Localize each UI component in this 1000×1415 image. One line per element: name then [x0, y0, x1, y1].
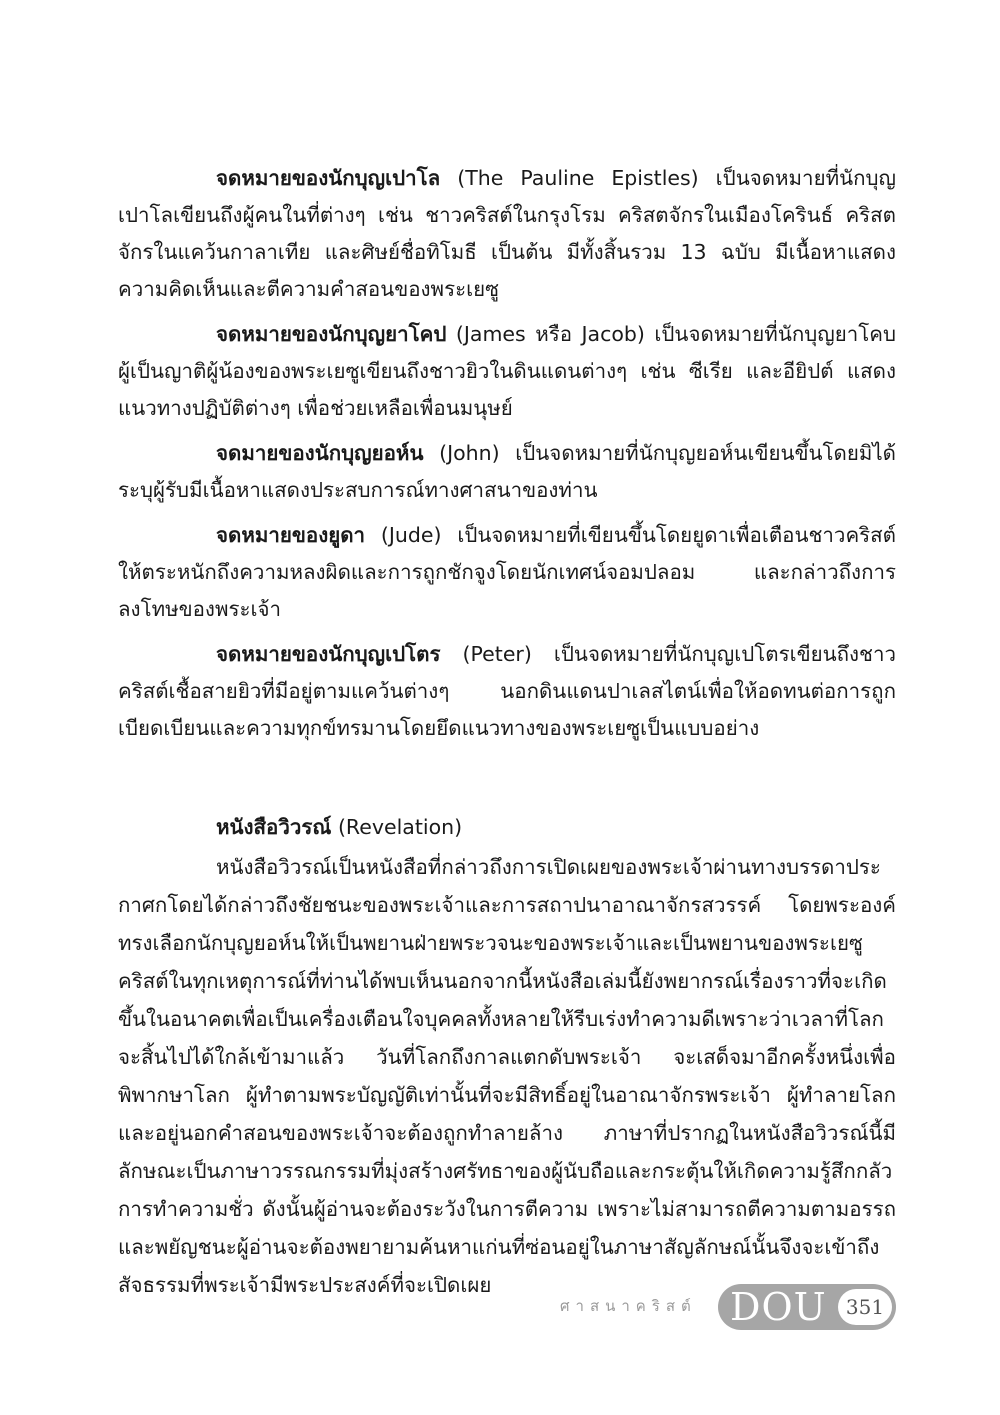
- paragraph-text: (Jude) เป็นจดหมายที่เขียนขึ้นโดยยูดาเพื่อเตือนชาวคริสต์ให้ตระหนักถึงความหลงผิดและการถูกชักจูงโดยนักเทศน์จอมปลอม และกล่าวถึงการลงโทษของพระเจ้า: [118, 523, 896, 621]
- term-heading: จดหมายของนักบุญเปโตร: [216, 642, 441, 666]
- paragraph-peter: [118, 636, 896, 747]
- term-heading: จดมายของนักบุญยอห์น: [216, 441, 424, 465]
- section-title: หนังสือวิวรณ์: [216, 815, 332, 839]
- paragraph-jude: [118, 517, 896, 628]
- paragraph-james: [118, 316, 896, 427]
- section-heading-revelation: [216, 809, 896, 846]
- dou-logo: DOU: [730, 1285, 827, 1329]
- page-content: [118, 160, 896, 1304]
- paragraph-text: (James หรือ Jacob) เป็นจดหมายที่นักบุญยาโคบผู้เป็นญาติผู้น้องของพระเยซูเขียนถึงชาวยิวในดินแดนต่างๆ เช่น ซีเรีย และอียิปต์ แสดงแนวทางปฏิบัติต่างๆ เพื่อช่วยเหลือเพื่อนมนุษย์: [118, 322, 896, 420]
- term-heading: จดหมายของนักบุญเปาโล: [216, 166, 441, 190]
- paragraph-text: (John) เป็นจดหมายที่นักบุญยอห์นเขียนขึ้นโดยมิได้ระบุผู้รับมีเนื้อหาแสดงประสบการณ์ทางศาสนาของท่าน: [118, 441, 896, 502]
- footer-subject: ศาสนาคริสต์: [560, 1297, 697, 1315]
- paragraph-text: (Peter) เป็นจดหมายที่นักบุญเปโตรเขียนถึงชาวคริสต์เชื้อสายยิวที่มีอยู่ตามแคว้นต่างๆ นอกดินแดนปาเลสไตน์เพื่อให้อดทนต่อการถูกเบียดเบียนและความทุกข์ทรมานโดยยึดแนวทางของพระเยซูเป็นแบบอย่าง: [118, 642, 896, 740]
- section-title-suffix: (Revelation): [331, 815, 463, 839]
- paragraph-pauline-epistles: [118, 160, 896, 308]
- term-heading: จดหมายของยูดา: [216, 523, 366, 547]
- paragraph-john: [118, 435, 896, 509]
- paragraph-revelation: หนังสือวิวรณ์เป็นหนังสือที่กล่าวถึงการเปิดเผยของพระเจ้าผ่านทางบรรดาประกาศกโดยได้กล่าวถึงชัยชนะของพระเจ้าและการสถาปนาอาณาจักรสวรรค์ โดยพระองค์ทรงเลือกนักบุญยอห์นให้เป็นพยานฝ่ายพระวจนะของพระเจ้าและเป็นพยานของพระเยซูคริสต์ในทุกเหตุการณ์ที่ท่านได้พบเห็นนอกจากนี้หนังสือเล่มนี้ยังพยากรณ์เรื่องราวที่จะเกิดขึ้นในอนาคตเพื่อเป็นเครื่องเตือนใจบุคคลทั้งหลายให้รีบเร่งทำความดีเพราะว่าเวลาที่โลกจะสิ้นไปได้ใกล้เข้ามาแล้ว วันที่โลกถึงกาลแตกดับพระเจ้า จะเสด็จมาอีกครั้งหนึ่งเพื่อพิพากษาโลก ผู้ทำตามพระบัญญัติเท่านั้นที่จะมีสิทธิ์อยู่ในอาณาจักรพระเจ้า ผู้ทำลายโลกและอยู่นอกคำสอนของพระเจ้าจะต้องถูกทำลายล้าง ภาษาที่ปรากฏในหนังสือวิวรณ์นี้มีลักษณะเป็นภาษาวรรณกรรมที่มุ่งสร้างศรัทธาของผู้นับถือและกระตุ้นให้เกิดความรู้สึกกลัวการทำความชั่ว ดังนั้นผู้อ่านจะต้องระวังในการตีความ เพราะไม่สามารถตีความตามอรรถและพยัญชนะผู้อ่านจะต้องพยายามค้นหาแก่นที่ซ่อนอยู่ในภาษาสัญลักษณ์นั้นจึงจะเข้าถึงสัจธรรมที่พระเจ้ามีพระประสงค์ที่จะเปิดเผย: [118, 855, 896, 1297]
- page-number: 351: [838, 1289, 892, 1325]
- page-footer: [560, 1284, 896, 1330]
- term-heading: จดหมายของนักบุญยาโคป: [216, 322, 447, 346]
- footer-badge: [718, 1284, 896, 1330]
- paragraph-text: (The Pauline Epistles) เป็นจดหมายที่นักบุญเปาโลเขียนถึงผู้คนในที่ต่างๆ เช่น ชาวคริสต์ในกรุงโรม คริสตจักรในเมืองโครินธ์ คริสตจักรในแคว้นกาลาเทีย และศิษย์ชื่อทิโมธี เป็นต้น มีทั้งสิ้นรวม 13 ฉบับ มีเนื้อหาแสดงความคิดเห็นและตีความคำสอนของพระเยซู: [118, 166, 896, 301]
